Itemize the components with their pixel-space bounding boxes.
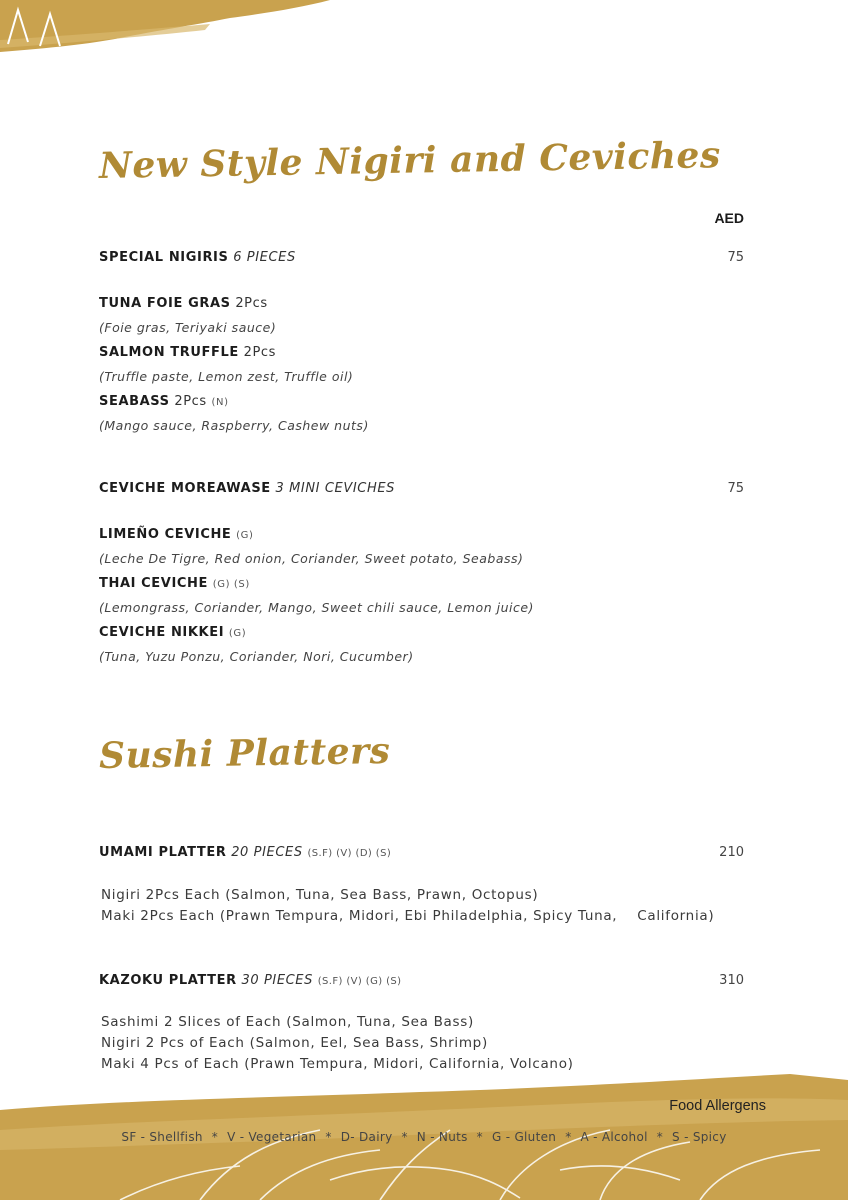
kazoku-contents <box>101 1012 744 1075</box>
item-pieces: 3 MINI CEVICHES <box>275 481 395 496</box>
allergen-tags: (G) (S) <box>212 578 250 590</box>
menu-item-umami-platter <box>99 845 744 860</box>
sub-item-qty: 2Pcs <box>243 344 277 360</box>
menu-item-kazoku-platter <box>99 973 744 988</box>
sub-item <box>99 341 744 365</box>
nigiri-sublist <box>99 292 744 438</box>
allergen-entry: S - Spicy <box>672 1130 727 1144</box>
sub-item-description: (Leche De Tigre, Red onion, Coriander, Sweet potato, Seabass) <box>99 551 524 567</box>
sub-item-qty: 2Pcs <box>174 393 207 409</box>
allergens-title: Food Allergens <box>669 1098 766 1114</box>
platter-line: Sashimi 2 Slices of Each (Salmon, Tuna, Sea Bass) <box>101 1014 474 1030</box>
section-title-sushi-platters: Sushi Platters <box>98 729 391 777</box>
umami-contents <box>101 885 744 927</box>
item-price: 310 <box>719 973 744 988</box>
item-price: 210 <box>719 845 744 860</box>
allergen-separator: * <box>325 1130 332 1144</box>
sub-item-name: SALMON TRUFFLE <box>99 344 239 360</box>
platter-line: Nigiri 2 Pcs of Each (Salmon, Eel, Sea Bass, Shrimp) <box>101 1035 488 1051</box>
item-name: CEVICHE MOREAWASE <box>99 481 271 496</box>
platter-line: Maki 2Pcs Each (Prawn Tempura, Midori, Ebi Philadelphia, Spicy Tuna, California) <box>101 908 715 924</box>
item-price: 75 <box>727 250 744 265</box>
section-title-nigiri: New Style Nigiri and Ceviches <box>98 134 721 187</box>
allergen-tags: (S.F) (V) (D) (S) <box>307 848 392 859</box>
sub-item-name: LIMEÑO CEVICHE <box>99 527 232 542</box>
allergen-entry: D- Dairy <box>340 1130 393 1144</box>
sub-item <box>99 292 744 316</box>
allergen-entry: V - Vegetarian <box>227 1130 317 1144</box>
allergen-tags: (S.F) (V) (G) (S) <box>317 976 402 987</box>
ceviche-sublist <box>99 523 744 669</box>
allergen-tags: (G) <box>228 627 247 639</box>
item-name: UMAMI PLATTER <box>99 845 227 860</box>
allergen-separator: * <box>401 1130 408 1144</box>
item-pieces: 20 PIECES <box>231 845 303 860</box>
menu-item-ceviche-moreawase <box>99 481 744 496</box>
sub-item <box>99 523 744 547</box>
item-pieces: 30 PIECES <box>241 973 313 988</box>
sub-item <box>99 572 744 596</box>
sub-item-name: THAI CEVICHE <box>99 575 208 591</box>
sub-item-qty: 2Pcs <box>235 296 268 311</box>
sub-item-description: (Tuna, Yuzu Ponzu, Coriander, Nori, Cucumber) <box>99 648 414 664</box>
allergen-separator: * <box>565 1130 572 1144</box>
allergen-entry: G - Gluten <box>491 1130 557 1144</box>
sub-item-description: (Foie gras, Teriyaki sauce) <box>99 320 277 336</box>
allergen-entry: SF - Shellfish <box>121 1130 203 1144</box>
allergen-separator: * <box>211 1130 219 1144</box>
sub-item-name: CEVICHE NIKKEI <box>99 624 225 640</box>
item-pieces: 6 PIECES <box>233 250 296 265</box>
allergen-tags: (G) <box>236 530 254 541</box>
sub-item-name: SEABASS <box>99 393 170 409</box>
allergen-entry: A - Alcohol <box>580 1130 648 1144</box>
allergen-separator: * <box>476 1130 483 1144</box>
sub-item-description: (Truffle paste, Lemon zest, Truffle oil) <box>99 369 354 385</box>
allergen-separator: * <box>656 1130 664 1144</box>
currency-label: AED <box>714 210 744 226</box>
allergen-legend <box>0 1130 848 1144</box>
menu-item-special-nigiris <box>99 250 744 265</box>
platter-line: Maki 4 Pcs of Each (Prawn Tempura, Midori, California, Volcano) <box>101 1056 574 1072</box>
item-name: KAZOKU PLATTER <box>99 973 237 988</box>
top-brush-decoration <box>0 0 848 60</box>
item-price: 75 <box>727 481 744 496</box>
sub-item <box>99 621 744 645</box>
allergen-tags: (N) <box>211 396 229 408</box>
platter-line: Nigiri 2Pcs Each (Salmon, Tuna, Sea Bass, Prawn, Octopus) <box>101 887 539 903</box>
sub-item-name: TUNA FOIE GRAS <box>99 296 231 311</box>
item-name: SPECIAL NIGIRIS <box>99 250 229 265</box>
sub-item <box>99 390 744 414</box>
sub-item-description: (Lemongrass, Coriander, Mango, Sweet chili sauce, Lemon juice) <box>99 600 534 616</box>
allergen-entry: N - Nuts <box>416 1130 468 1144</box>
sub-item-description: (Mango sauce, Raspberry, Cashew nuts) <box>99 417 369 433</box>
